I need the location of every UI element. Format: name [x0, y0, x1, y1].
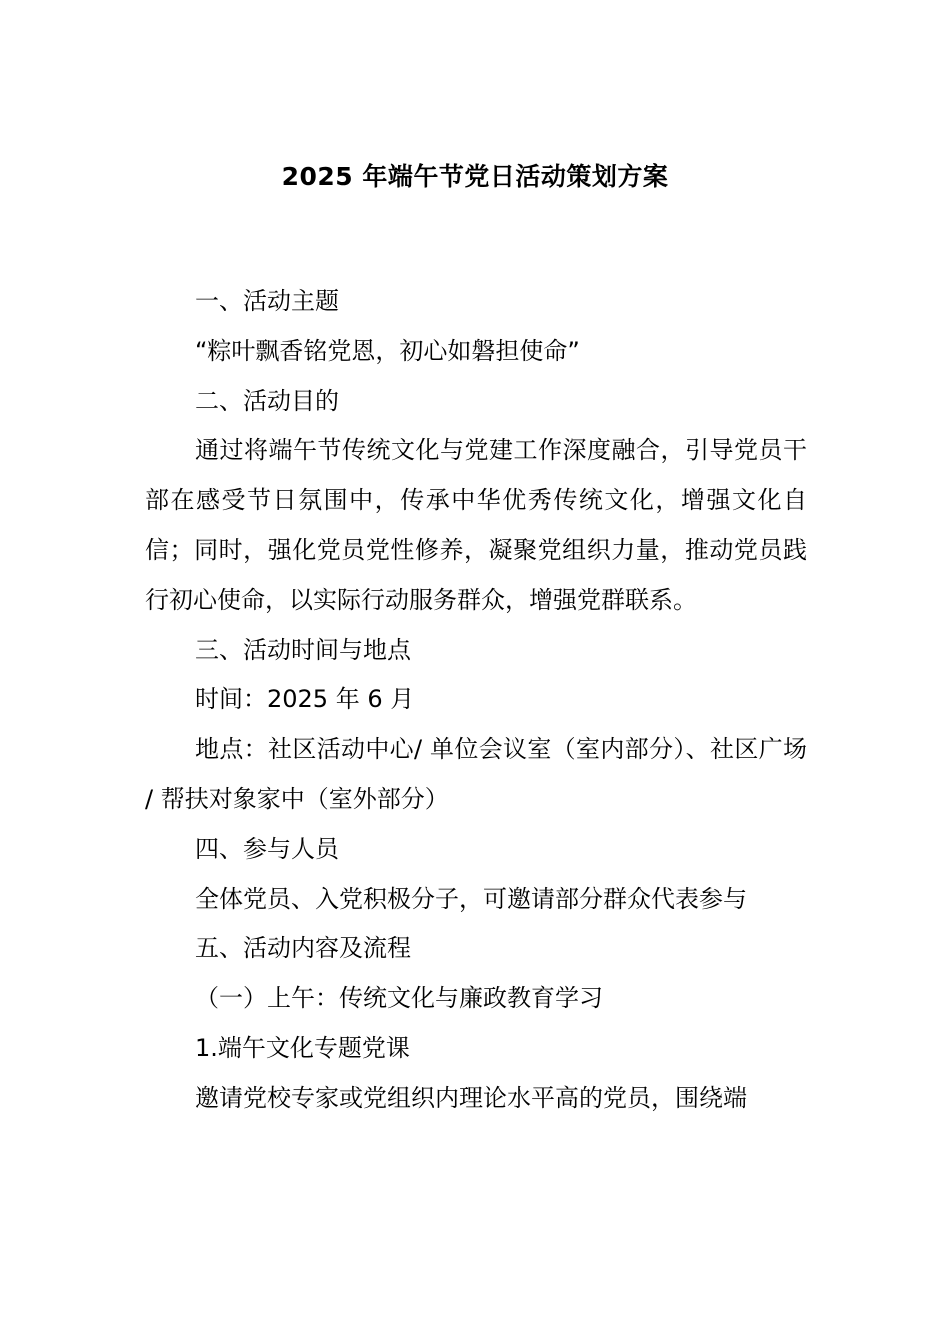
paragraph-place: 地点：社区活动中心/ 单位会议室（室内部分）、社区广场 / 帮扶对象家中（室外部分） [145, 735, 807, 813]
section-heading-content: 五、活动内容及流程 [195, 934, 411, 963]
paragraph-participants: 全体党员、入党积极分子，可邀请部分群众代表参与 [195, 884, 747, 913]
paragraph-party-lecture: 邀请党校专家或党组织内理论水平高的党员，围绕端 [195, 1083, 747, 1112]
section-heading-purpose: 二、活动目的 [195, 386, 339, 415]
section-heading-time-place: 三、活动时间与地点 [195, 635, 411, 664]
document-body [145, 277, 807, 1124]
paragraph-time: 时间：2025 年 6 月 [195, 685, 415, 714]
subsection-heading-morning: （一）上午：传统文化与廉政教育学习 [195, 984, 603, 1013]
paragraph-purpose: 通过将端午节传统文化与党建工作深度融合，引导党员干部在感受节日氛围中，传承中华优秀传统文化，增强文化自信；同时，强化党员党性修养，凝聚党组织力量，推动党员践行初心使命，以实际行动服务群众，增强党群联系。 [145, 436, 807, 614]
document-title: 2025 年端午节党日活动策划方案 [281, 162, 669, 191]
item-heading-party-lecture: 1.端午文化专题党课 [195, 1033, 410, 1062]
section-heading-theme: 一、活动主题 [195, 287, 339, 315]
paragraph-theme-slogan: “粽叶飘香铭党恩，初心如磐担使命” [195, 336, 580, 365]
section-heading-participants: 四、参与人员 [195, 834, 339, 863]
